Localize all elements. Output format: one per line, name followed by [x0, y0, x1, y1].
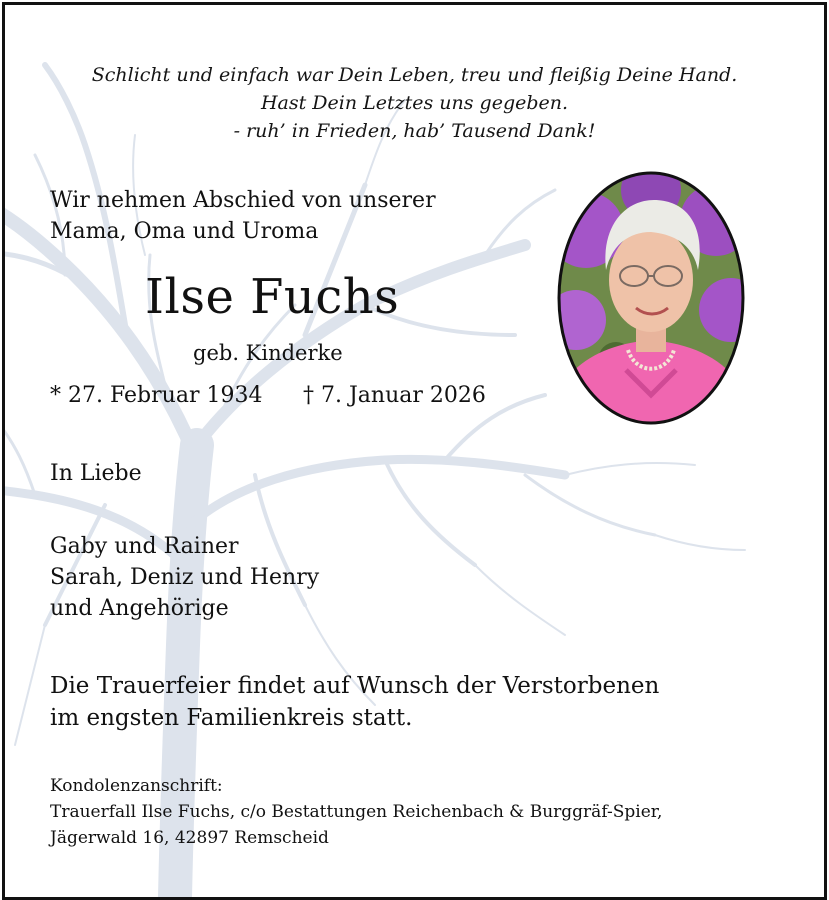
family-line-2: Sarah, Deniz und Henry [50, 565, 320, 590]
family-list [50, 531, 319, 624]
birth-name: geb. Kinderke [193, 341, 343, 365]
intro-text [50, 185, 436, 247]
intro-line-2: Mama, Oma und Uroma [50, 219, 319, 244]
family-line-1: Gaby und Rainer [50, 534, 239, 559]
birth-date: * 27. Februar 1934 [50, 383, 263, 408]
quote-line-2: Hast Dein Letztes uns gegeben. [260, 92, 569, 114]
deceased-name: Ilse Fuchs [145, 269, 400, 325]
quote-line-3: - ruh’ in Frieden, hab’ Tausend Dank! [233, 120, 596, 142]
condolence-address [50, 773, 662, 851]
quote-line-1: Schlicht und einfach war Dein Leben, treu und fleißig Deine Hand. [91, 64, 738, 86]
intro-line-1: Wir nehmen Abschied von unserer [50, 188, 436, 213]
quote [5, 61, 824, 145]
funeral-notice [50, 670, 659, 734]
condolence-line-1: Trauerfall Ilse Fuchs, c/o Bestattungen Reichenbach & Burggräf-Spier, [50, 802, 663, 822]
funeral-line-1: Die Trauerfeier findet auf Wunsch der Verstorbenen [50, 673, 660, 699]
family-line-3: und Angehörige [50, 596, 229, 621]
condolence-line-2: Jägerwald 16, 42897 Remscheid [50, 828, 329, 848]
portrait-photo-icon [556, 170, 746, 426]
in-love-text: In Liebe [50, 461, 142, 486]
death-date: † 7. Januar 2026 [303, 383, 486, 408]
condolence-label: Kondolenzanschrift: [50, 776, 223, 796]
funeral-line-2: im engsten Familienkreis statt. [50, 705, 413, 731]
obituary-card [2, 2, 827, 900]
